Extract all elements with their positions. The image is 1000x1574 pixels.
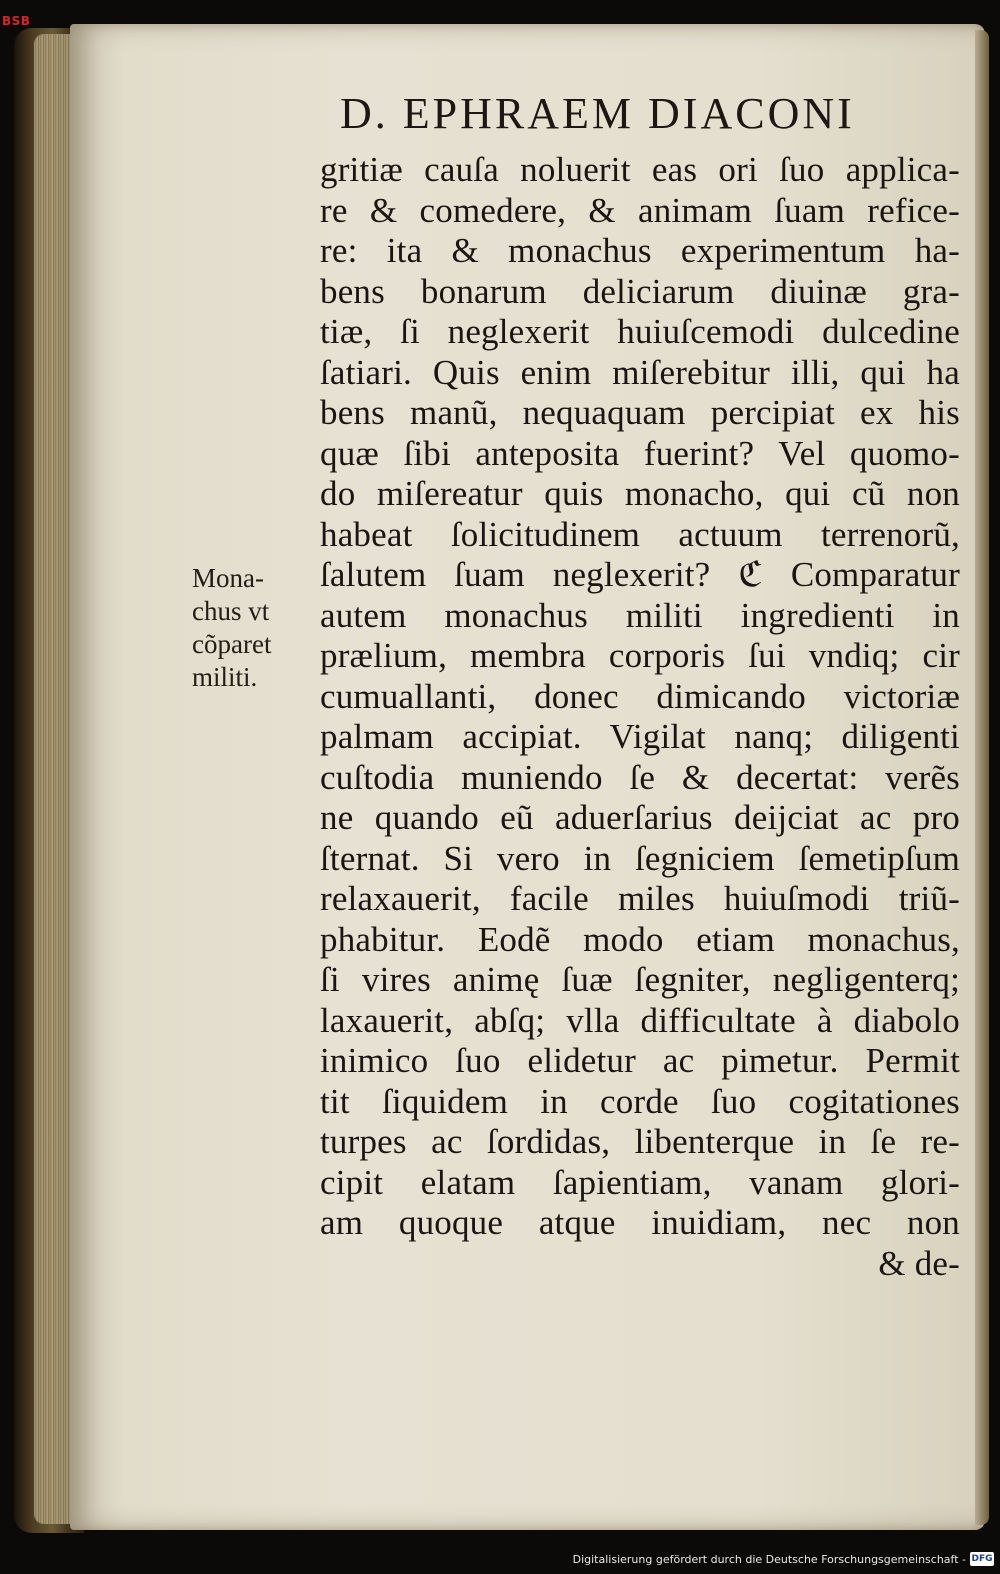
marginal-note (192, 562, 312, 694)
text-line: ſternat. Si vero in ſegniciem ſemetipſum (320, 838, 960, 878)
text-line: ne quando eũ aduerſarius deijciat ac pro (320, 798, 960, 837)
text-line: re & comedere, & animam ſuam refice‑ (320, 190, 960, 230)
text-line: cipit elatam ſapientiam, vanam glori‑ (320, 1162, 960, 1202)
text-line: turpes ac ſordidas, libenterque in ſe re‑ (320, 1122, 960, 1161)
page-right-edge (975, 30, 989, 1525)
text-line: am quoque atque inuidiam, nec non (320, 1203, 960, 1242)
text-line: relaxauerit, facile miles huiuſmodi triũ‑ (320, 879, 960, 918)
marginal-note-line: cõparetᷣ (192, 629, 293, 659)
text-line: quæ ſibi anteposita fuerint? Vel quomo‑ (320, 433, 960, 473)
catchword: & de‑ (878, 1243, 960, 1283)
library-watermark: BSB (2, 14, 31, 28)
text-line: tiæ, ſi neglexerit huiuſcemodi dulcedine (320, 312, 960, 351)
marginal-note-line: militi. (192, 662, 258, 692)
text-line: habeat ſolicitudinem actuum terrenorũ, (320, 514, 960, 554)
text-line: cumuallanti, donec dimicando victoriæ (320, 676, 960, 716)
text-line: bens bonarum deliciarum diuinæ gra‑ (320, 271, 960, 311)
body-text (320, 150, 960, 1284)
text-line: autem monachus militi ingredienti in (320, 595, 960, 635)
text-line: tit ſiquidem in corde ſuo cogitationes (320, 1081, 960, 1121)
text-line: bens manũ, nequaquam percipiat ex his (320, 393, 960, 432)
text-line: re: ita & monachus experimentum ha‑ (320, 231, 960, 270)
funding-credit: Digitalisierung gefördert durch die Deutsche Forschungsgemeinschaft - (572, 1553, 966, 1566)
text-line: prælium, membra corporis ſui vndiq; cir (320, 636, 960, 675)
text-line: inimico ſuo elidetur ac pimetur. Permit (320, 1041, 960, 1080)
text-line: palmam accipiat. Vigilat nanq; diligenti (320, 717, 960, 756)
running-head: D. EPHRAEM DIACONI (340, 89, 855, 138)
text-line: ſatiari. Quis enim miſerebitur illi, qui ha (320, 352, 960, 392)
text-line: ſi vires animę ſuæ ſegniter, negligenterq; (320, 960, 960, 999)
text-line: cuſtodia muniendo ſe & decertat: verẽs (320, 757, 960, 797)
marginal-note-line: Mona‑ (192, 563, 264, 593)
dfg-logo: DFG (971, 1554, 993, 1564)
text-line: phabitur. Eodẽ modo etiam monachus, (320, 919, 960, 959)
text-line: do miſereatur quis monacho, qui cũ non (320, 474, 960, 513)
text-line: gritiæ cauſa noluerit eas ori ſuo applica‑ (320, 150, 960, 189)
text-line: laxauerit, abſq; vlla difficultate à diabolo (320, 1000, 960, 1040)
text-line: ſalutem ſuam neglexerit? ℭ Comparatur (320, 555, 960, 594)
marginal-note-line: chus vt (192, 596, 270, 626)
